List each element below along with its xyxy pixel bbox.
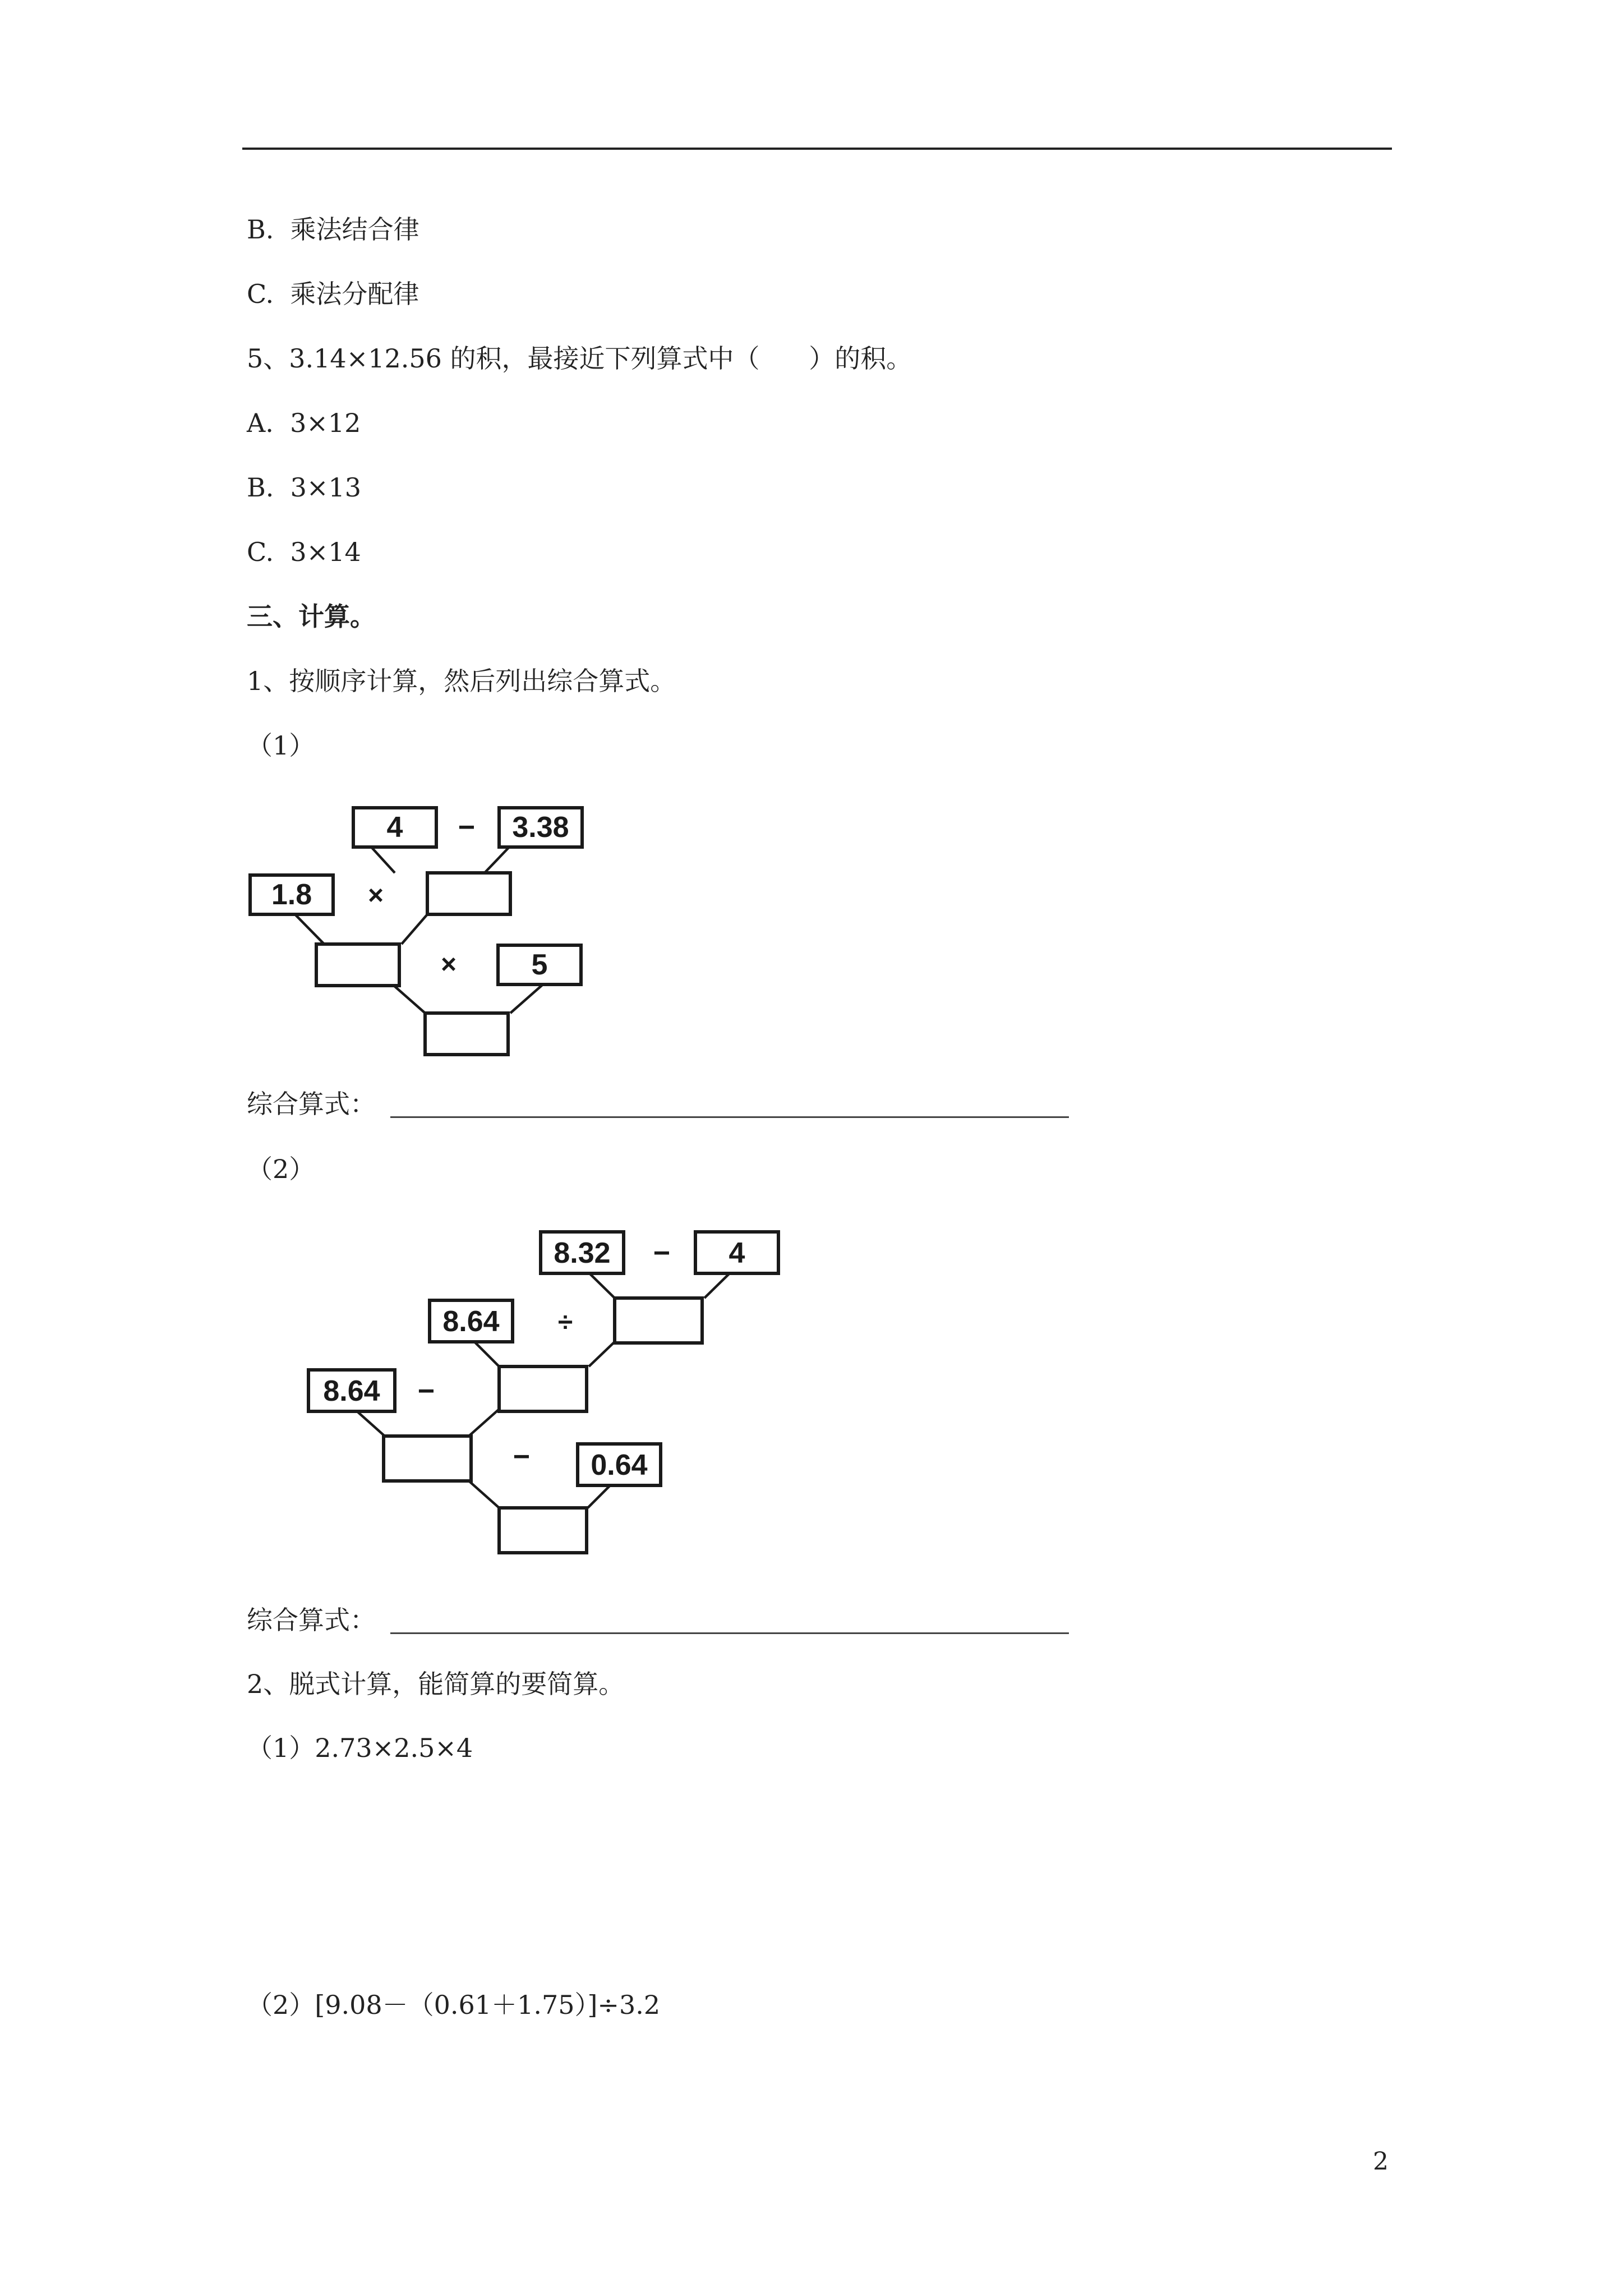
combined-label-1: 综合算式：	[247, 1089, 376, 1119]
d1-op-minus: −	[458, 811, 476, 844]
question-2: 2、脱式计算，能简算的要简算。	[247, 1669, 625, 1699]
d1-blank-box-2[interactable]	[316, 944, 399, 986]
option-c-q4: C. 乘法分配律	[247, 279, 419, 309]
calc-tree-diagram-1	[247, 805, 606, 1069]
part-2-label: （2）	[247, 1154, 315, 1184]
d2-blank-box-3[interactable]	[384, 1436, 471, 1481]
calc-tree-diagram-2	[303, 1223, 796, 1559]
option-c-q5: C. 3×14	[247, 537, 361, 567]
d2-blank-box-1[interactable]	[615, 1298, 702, 1343]
page-number: 2	[1373, 2147, 1389, 2176]
option-b-q5: B. 3×13	[247, 472, 362, 503]
d2-value-8-32: 8.32	[554, 1237, 611, 1269]
option-a-q5: A. 3×12	[247, 408, 361, 438]
d2-value-0-64: 0.64	[591, 1449, 648, 1481]
d2-blank-box-2[interactable]	[499, 1366, 587, 1411]
d1-value-1-8: 1.8	[271, 878, 312, 911]
q2-item-1: （1）2.73×2.5×4	[247, 1733, 473, 1763]
question-5: 5、3.14×12.56 的积，最接近下列算式中（ ）的积。	[247, 343, 912, 374]
section-3-title: 三、计算。	[247, 601, 376, 632]
d1-blank-box-1[interactable]	[427, 873, 510, 914]
combined-answer-line-1[interactable]	[390, 1116, 1069, 1118]
d2-op-minus-3: −	[513, 1441, 531, 1473]
d1-value-5: 5	[531, 949, 548, 981]
part-1-label: （1）	[247, 730, 315, 761]
d2-value-8-64-a: 8.64	[442, 1305, 500, 1338]
q2-item-2: （2）[9.08－（0.61＋1.75）]÷3.2	[247, 1990, 661, 2020]
d1-value-4: 4	[386, 811, 403, 844]
d1-value-3-38: 3.38	[512, 811, 569, 844]
d1-op-times-1: ×	[367, 881, 384, 910]
d1-op-times-2: ×	[440, 950, 457, 979]
d2-op-minus-1: −	[653, 1237, 671, 1269]
option-b-q4: B. 乘法结合律	[247, 214, 419, 245]
d2-op-divide: ÷	[557, 1308, 573, 1337]
d2-value-8-64-b: 8.64	[323, 1375, 380, 1407]
d1-result-box[interactable]	[425, 1013, 508, 1055]
d2-value-4: 4	[728, 1237, 745, 1269]
combined-label-2: 综合算式：	[247, 1605, 376, 1635]
question-1: 1、按顺序计算，然后列出综合算式。	[247, 666, 676, 696]
d2-result-box[interactable]	[499, 1508, 587, 1553]
header-rule	[242, 148, 1392, 150]
combined-answer-line-2[interactable]	[390, 1632, 1069, 1634]
d2-op-minus-2: −	[417, 1375, 435, 1407]
